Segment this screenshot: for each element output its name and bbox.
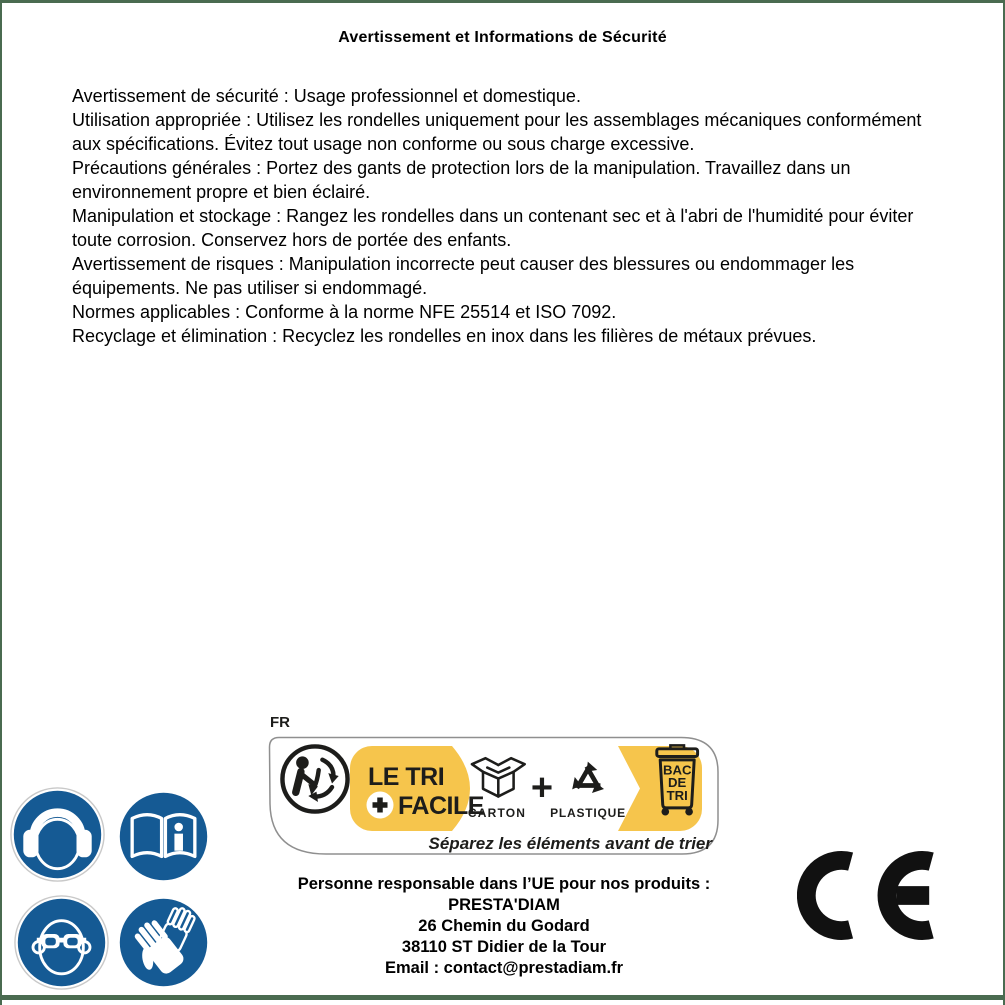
bin-label-line2: DE bbox=[668, 775, 687, 791]
infotri-caption: Séparez les éléments avant de trier bbox=[428, 834, 712, 853]
safety-text-block bbox=[72, 84, 941, 348]
safety-paragraph: Avertissement de sécurité : Usage professionnel et domestique. bbox=[72, 86, 581, 106]
country-code-label: FR bbox=[270, 714, 290, 731]
bin-label-line3: TRI bbox=[666, 787, 688, 803]
infotri-band-line1: LE TRI bbox=[368, 763, 445, 791]
eu-responsible-block bbox=[154, 874, 854, 979]
material-label-plastique: PLASTIQUE bbox=[550, 806, 626, 820]
page-title: Avertissement et Informations de Sécurité bbox=[338, 29, 667, 46]
safety-paragraph: Précautions générales : Portez des gants de protection lors de la manipulation. Travaillez dans un environnement propre et bien éclairé. bbox=[72, 158, 851, 202]
infotri-label bbox=[268, 736, 720, 856]
safety-paragraph: Utilisation appropriée : Utilisez les rondelles uniquement pour les assemblages mécaniques conformément aux spécifications. Évitez tout usage non conforme ou sous charge excessive. bbox=[72, 110, 922, 154]
wear-ear-protection-icon bbox=[10, 787, 105, 882]
ce-marking-icon bbox=[797, 846, 947, 945]
read-instruction-manual-icon bbox=[116, 789, 211, 884]
safety-paragraph: Recyclage et élimination : Recyclez les rondelles en inox dans les filières de métaux prévues. bbox=[72, 326, 817, 346]
infotri-band-line2: FACILE bbox=[398, 792, 484, 820]
safety-paragraph: Avertissement de risques : Manipulation incorrecte peut causer des blessures ou endommager les équipements. Ne pas utiliser si endommagé. bbox=[72, 254, 855, 298]
materials-separator: + bbox=[530, 767, 554, 809]
responsible-street: 26 Chemin du Godard bbox=[418, 917, 590, 935]
safety-paragraph: Manipulation et stockage : Rangez les rondelles dans un contenant sec et à l'abri de l'humidité pour éviter toute corrosion. Conservez hors de portée des enfants. bbox=[72, 206, 914, 250]
responsible-email: Email : contact@prestadiam.fr bbox=[385, 959, 623, 977]
responsible-company: PRESTA'DIAM bbox=[448, 896, 560, 914]
safety-paragraph: Normes applicables : Conforme à la norme NFE 25514 et ISO 7092. bbox=[72, 302, 617, 322]
bin-label-line1: BAC bbox=[662, 762, 692, 778]
wear-eye-protection-icon bbox=[14, 895, 109, 990]
material-label-carton: CARTON bbox=[467, 806, 527, 820]
bottom-border-rule bbox=[2, 995, 1003, 1000]
responsible-intro: Personne responsable dans l’UE pour nos produits : bbox=[297, 875, 711, 893]
responsible-city: 38110 ST Didier de la Tour bbox=[401, 938, 607, 956]
